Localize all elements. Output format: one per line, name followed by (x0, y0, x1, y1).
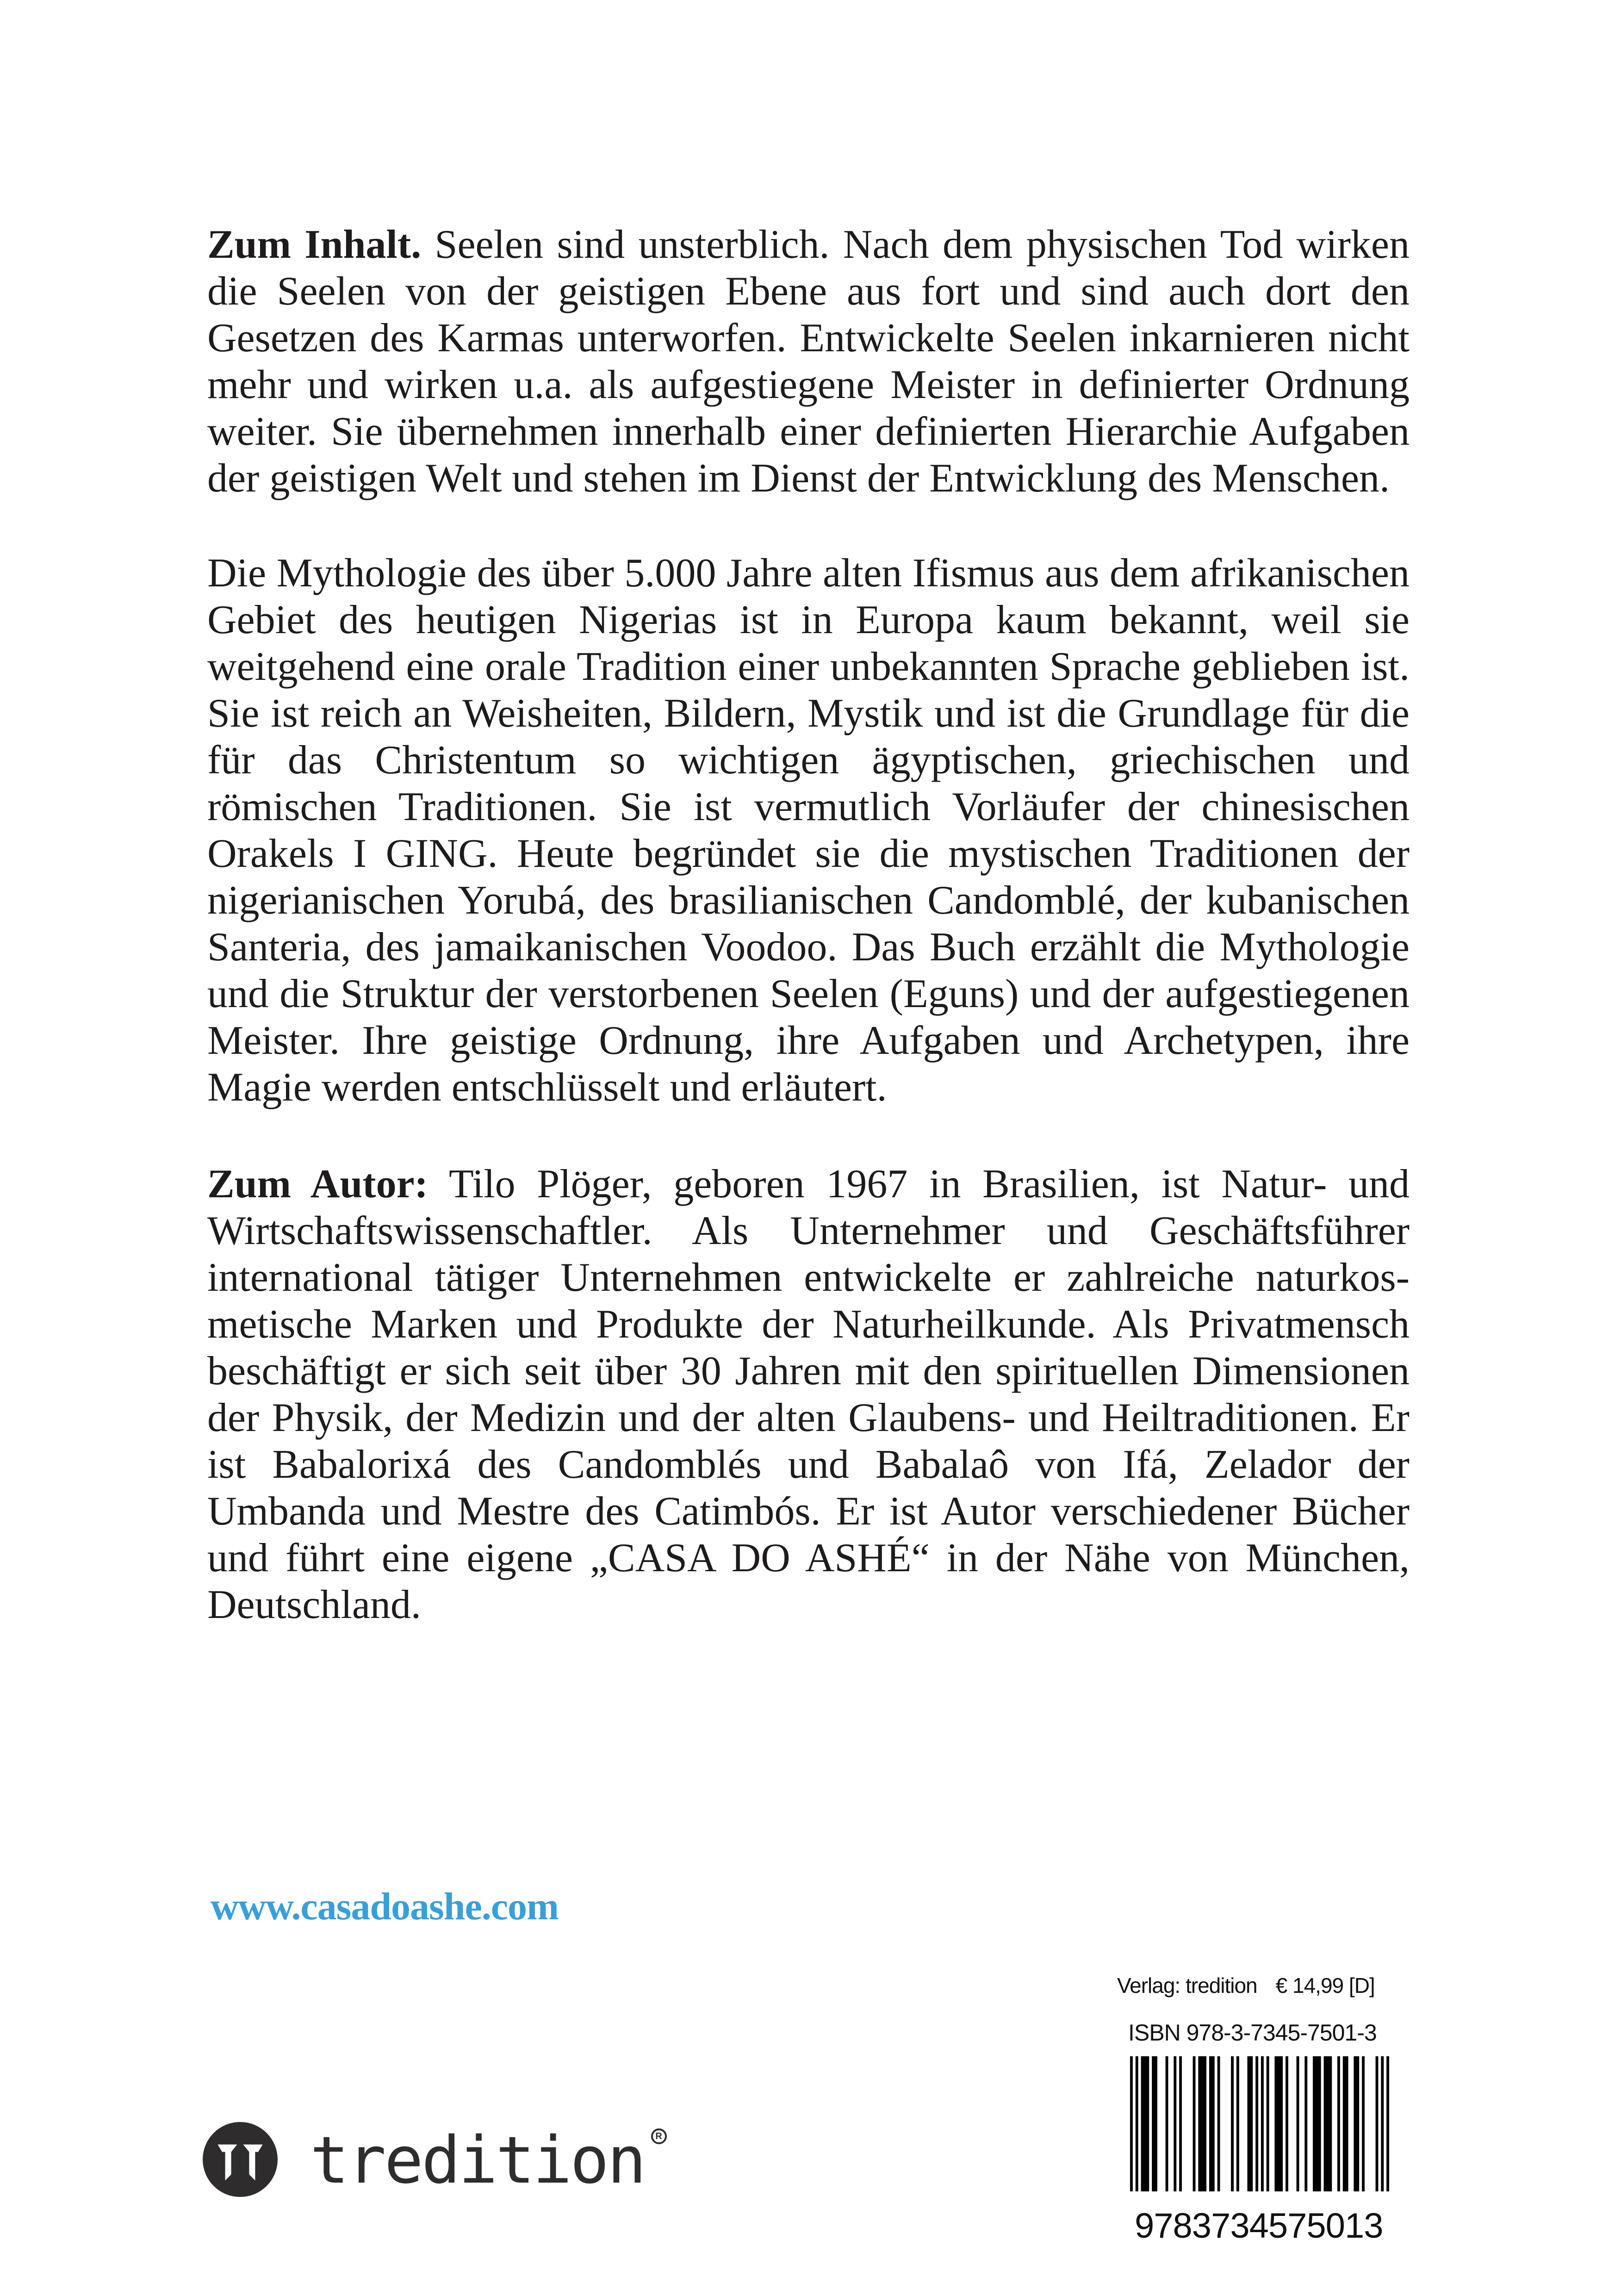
barcode-bar-21 (1313, 2056, 1321, 2191)
mythology-text: Die Mythologie des über 5.000 Jahre alten Ifismus aus dem afrikanischen Gebiet des heutigen Nigerias ist in Europa kaum bekannt, weil sie weitgehend eine orale Tradition einer unbekannten Sprache geblieben ist. Sie ist reich an Weisheiten, Bildern, Mystik und ist die Grundlage für die für das Christentum so wichtigen ägyptischen, griechischen und römischen Traditionen. Sie ist vermutlich Vorläufer der chinesischen Orakels I GING. Heute begründet sie die mystischen Traditionen der nigerianischen Yorubá, des brasilianischen Candomblé, der kubanischen Santeria, des jamaikanischen Voodoo. Das Buch erzählt die Mythologie und die Struktur der verstorbenen Seelen (Eguns) und der aufgestiegenen Meister. Ihre geistige Ordnung, ihre Aufgaben und Archetypen, ihre Magie werden entschlüsselt und erläutert. (207, 551, 1410, 1110)
author-text: Tilo Plöger, geboren 1967 in Brasilien, ist Natur- und Wirtschaftswissenschaftler. Als Unternehmer und Geschäftsführer international tätiger Unternehmen entwickelte er zahlreiche naturkosmetische Marken und Produkte der Naturheilkunde. Als Privatmensch beschäftigt er sich seit über 30 Jahren mit den spirituellen Dimensionen der Physik, der Medizin und der alten Glaubens- und Heiltraditionen. Er ist Babalorixá des Candomblés und Babalaô von Ifá, Zelador der Umbanda und Mestre des Catimbós. Er ist Autor verschiedener Bücher und führt eine eigene „CASA DO ASHÉ“ in der Nähe von München, Deutschland. (207, 1162, 1410, 1627)
barcode-bar-27 (1376, 2056, 1379, 2191)
logo-circle (203, 2122, 278, 2197)
barcode-bar-12 (1236, 2056, 1239, 2191)
barcode-bar-28 (1381, 2056, 1384, 2191)
barcode-bar-3 (1152, 2056, 1157, 2191)
barcode-bar-2 (1141, 2056, 1149, 2191)
publisher-wordmark: tredition (310, 2123, 645, 2198)
mythology-description (207, 550, 1410, 1111)
ean-barcode (1130, 2056, 1389, 2191)
barcode-bar-22 (1324, 2056, 1332, 2191)
publisher-label: Verlag: tredition (1117, 1973, 1257, 1997)
barcode-number: 9783734575013 (1135, 2206, 1383, 2246)
barcode-bar-14 (1255, 2056, 1258, 2191)
content-heading: Zum Inhalt. (207, 222, 422, 267)
barcode-bar-26 (1362, 2056, 1365, 2191)
content-description (207, 221, 1410, 502)
barcode-bar-18 (1286, 2056, 1288, 2191)
barcode-bar-4 (1166, 2056, 1168, 2191)
content-text: Seelen sind unsterblich. Nach dem physischen Tod wirken die Seelen von der geistigen Ebene aus fort und sind auch dort den Gesetzen des Karmas unterworfen. Entwickelte Seelen inkarnieren nicht mehr und wirken u.a. als aufgestiegene Meister in definierter Ordnung weiter. Sie übernehmen innerhalb einer definierten Hierarchie Aufgaben der geistigen Welt und stehen im Dienst der Entwicklung des Menschen. (207, 222, 1410, 501)
price-line (1117, 1972, 1375, 1998)
barcode-bar-19 (1297, 2056, 1299, 2191)
barcode-bar-13 (1247, 2056, 1253, 2191)
tredition-t-icon (203, 2122, 278, 2197)
barcode-bar-7 (1193, 2056, 1196, 2191)
barcode-bar-10 (1217, 2056, 1220, 2191)
barcode-bar-20 (1304, 2056, 1307, 2191)
barcode-bar-25 (1354, 2056, 1359, 2191)
website-link[interactable]: www.casadoashe.com (211, 1885, 559, 1928)
author-heading: Zum Autor: (207, 1162, 428, 1207)
barcode-bar-16 (1267, 2056, 1269, 2191)
isbn: ISBN 978-3-7345-7501-3 (1128, 2020, 1377, 2046)
registered-trademark-icon: R (651, 2128, 667, 2144)
barcode-bar-6 (1179, 2056, 1182, 2191)
price: € 14,99 [D] (1275, 1973, 1375, 1997)
barcode-bar-17 (1274, 2056, 1283, 2191)
publisher-logo (203, 2122, 667, 2198)
barcode-bar-29 (1386, 2056, 1389, 2191)
barcode-bar-0 (1130, 2056, 1133, 2191)
author-bio (207, 1161, 1410, 1628)
barcode-bar-8 (1198, 2056, 1206, 2191)
barcode-bar-15 (1261, 2056, 1264, 2191)
barcode-bar-9 (1209, 2056, 1215, 2191)
barcode-bar-11 (1231, 2056, 1234, 2191)
barcode-bar-1 (1136, 2056, 1138, 2191)
barcode-bar-23 (1337, 2056, 1340, 2191)
barcode-bar-5 (1174, 2056, 1176, 2191)
barcode-bar-24 (1343, 2056, 1348, 2191)
